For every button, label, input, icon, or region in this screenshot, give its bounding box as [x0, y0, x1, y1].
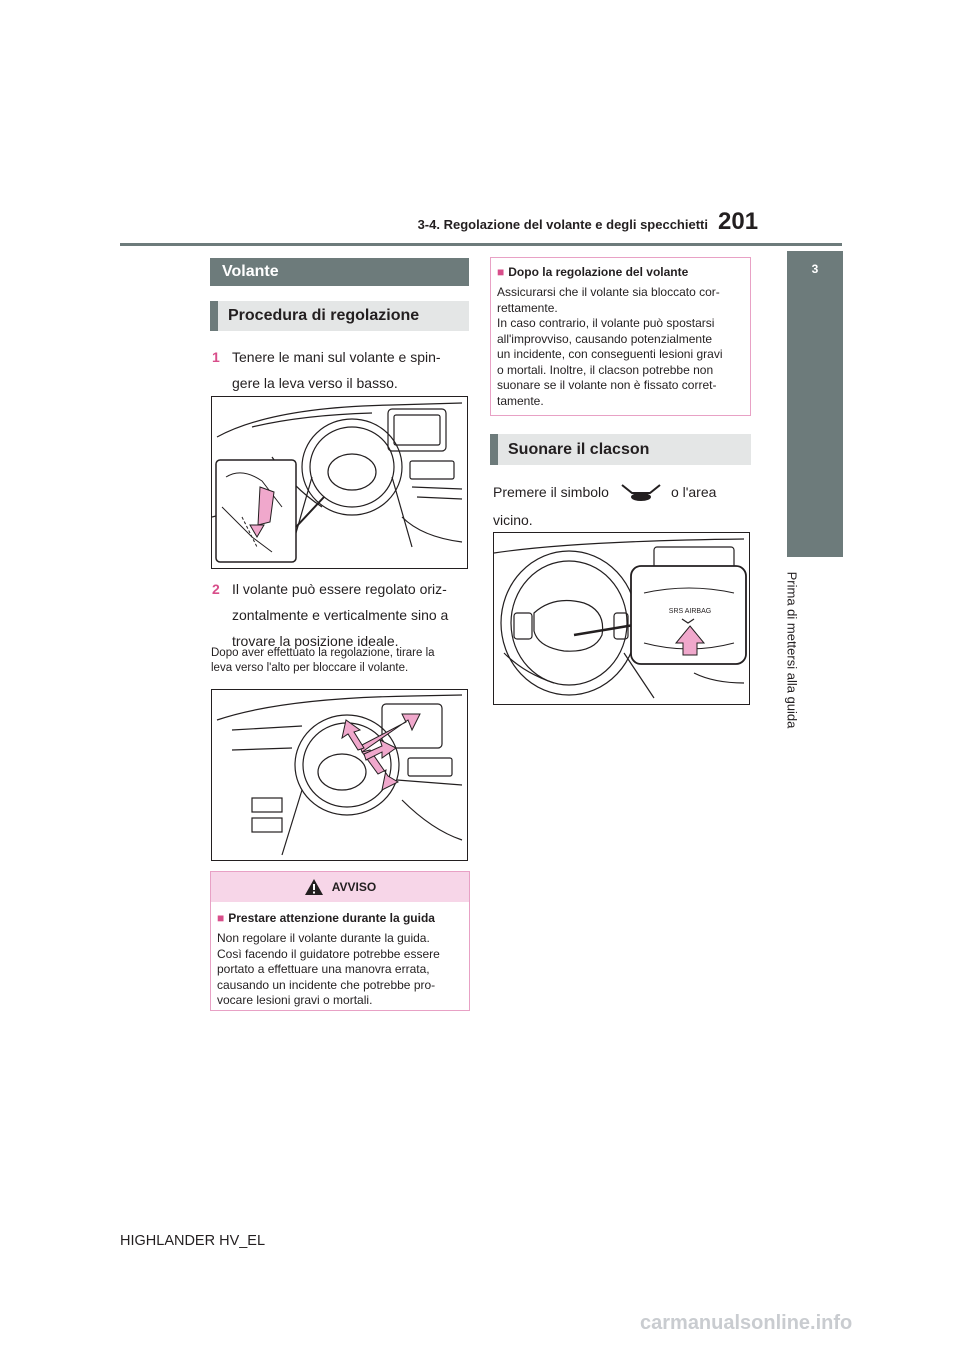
lock-note — [211, 646, 471, 676]
warning-right-line-4: all'improvviso, causando potenzialmente — [497, 331, 713, 346]
step-1-line-1: Tenere le mani sul volante e spin- — [232, 349, 441, 365]
warning-right-line-1: Assicurarsi che il volante sia bloccato cor- — [497, 285, 720, 299]
step-2 — [212, 576, 470, 654]
warning-right-line-7: suonare se il volante non è fissato corret- — [497, 378, 717, 392]
subheading-horn-text: Suonare il clacson — [508, 440, 650, 458]
warning-header — [211, 872, 469, 902]
warning-item-title-text: Prestare attenzione durante la guida — [228, 911, 435, 925]
warning-item-title-right — [497, 264, 744, 280]
step-1-line-2: gere la leva verso il basso. — [232, 375, 398, 391]
warning-item-title-right-text: Dopo la regolazione del volante — [508, 265, 689, 279]
warning-line-2: Così facendo il guidatore potrebbe essere — [217, 946, 440, 961]
warning-triangle-icon — [304, 878, 324, 896]
warning-body — [211, 902, 469, 1015]
lock-note-line-1: Dopo aver effettuato la regolazione, tirare la — [211, 647, 435, 659]
warning-line-1: Non regolare il volante durante la guida. — [217, 931, 430, 945]
warning-label: AVVISO — [331, 880, 377, 894]
warning-line-3: portato a effettuare una manovra errata, — [217, 962, 430, 976]
chapter-label — [777, 560, 807, 740]
horn-line-1 — [493, 478, 753, 506]
subheading-horn — [490, 434, 751, 465]
steering-lever-illustration — [211, 396, 468, 569]
warning-line-4: causando un incidente che potrebbe pro- — [217, 977, 436, 992]
warning-box-after-adjust — [490, 257, 751, 416]
chapter-label-text: Prima di mettersi alla guida — [784, 571, 800, 729]
steering-lever-drawing — [212, 397, 467, 568]
watermark: carmanualsonline.info — [640, 1312, 853, 1334]
step-2-number: 2 — [212, 581, 220, 597]
horn-icon — [619, 481, 663, 503]
square-bullet-icon: ■ — [497, 265, 505, 279]
warning-right-line-3: In caso contrario, il volante può spostarsi — [497, 316, 715, 330]
page-number: 201 — [718, 208, 759, 235]
warning-right-line-5: un incidente, con conseguenti lesioni gravi — [497, 347, 723, 361]
airbag-label: SRS AIRBAG — [668, 608, 712, 615]
steering-adjust-drawing — [212, 690, 467, 860]
footer-model: HIGHLANDER HV_EL — [120, 1233, 266, 1249]
warning-right-line-6: o mortali. Inoltre, il clacson potrebbe non — [497, 362, 714, 377]
step-2-line-1: Il volante può essere regolato oriz- — [232, 581, 447, 597]
subheading-procedure — [210, 301, 469, 331]
step-2-line-2: zontalmente e verticalmente sino a — [232, 607, 449, 623]
horn-illustration — [493, 532, 750, 705]
header-divider — [120, 243, 842, 246]
warning-right-line-8: tamente. — [497, 393, 544, 408]
warning-body-right — [491, 258, 750, 415]
horn-text-part2: o l'area — [670, 484, 717, 500]
warning-box-driving — [210, 871, 470, 1011]
warning-line-5: vocare lesioni gravi o mortali. — [217, 993, 373, 1007]
step-1 — [212, 344, 470, 396]
subheading-procedure-text: Procedura di regolazione — [228, 307, 420, 324]
step-2-line-3: trovare la posizione ideale. — [232, 633, 399, 649]
warning-right-line-2: rettamente. — [497, 300, 558, 315]
section-heading — [210, 258, 469, 286]
lock-note-line-2: leva verso l'alto per bloccare il volante. — [211, 662, 409, 674]
warning-item-text-right — [497, 285, 744, 409]
square-bullet-icon: ■ — [217, 911, 225, 925]
horn-line-2: vicino. — [493, 512, 533, 528]
step-1-number: 1 — [212, 349, 220, 365]
section-heading-text: Volante — [222, 263, 279, 280]
horn-text-part1: Premere il simbolo — [493, 484, 609, 500]
section-title: 3-4. Regolazione del volante e degli specchietti — [417, 217, 708, 232]
horn-instructions — [493, 478, 753, 534]
warning-item-title — [217, 910, 463, 926]
horn-drawing — [494, 533, 749, 704]
warning-item-text — [217, 931, 463, 1009]
steering-adjust-illustration — [211, 689, 468, 861]
chapter-number: 3 — [811, 262, 819, 276]
chapter-tab — [787, 251, 843, 557]
